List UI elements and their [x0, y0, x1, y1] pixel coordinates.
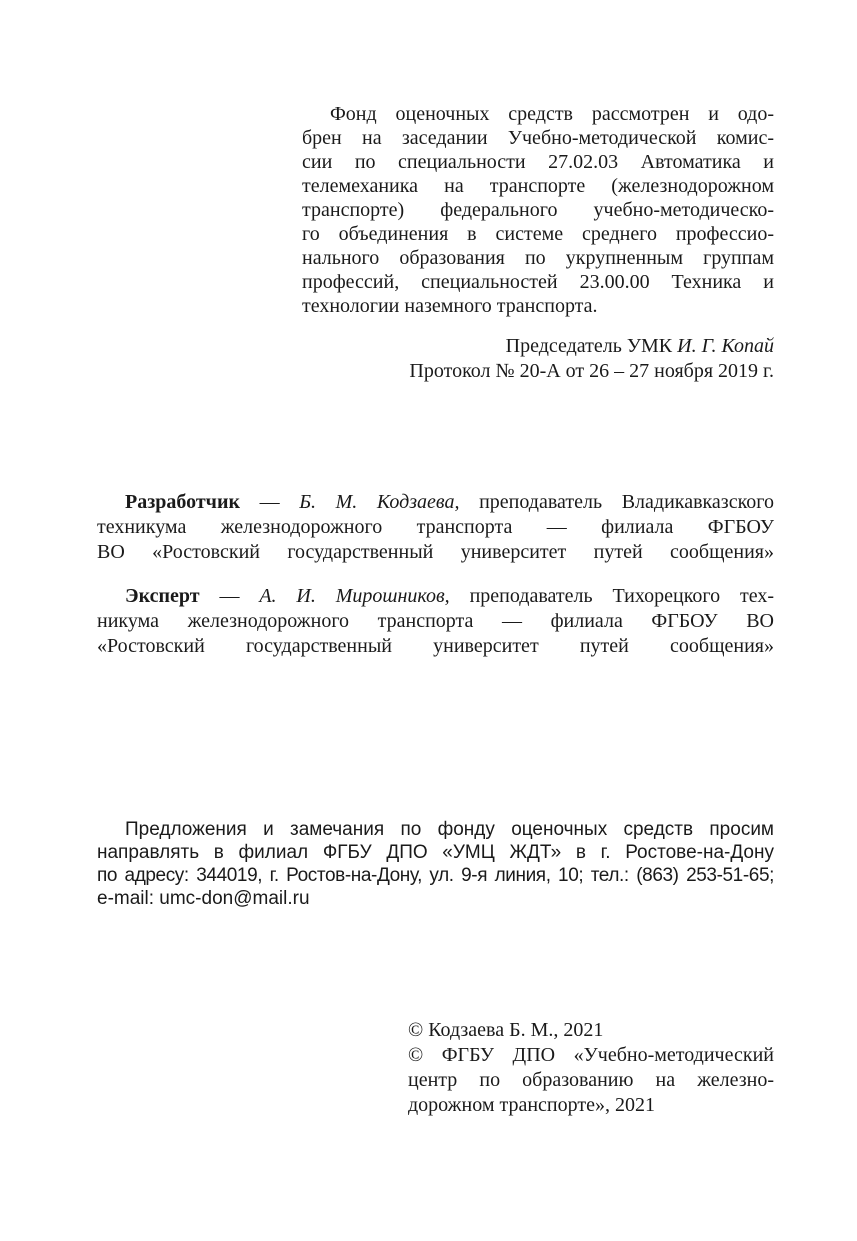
approval-line: телемеханика на транспорте (железнодорожном — [302, 175, 774, 197]
developer-line — [97, 490, 774, 514]
suggestions-line: Предложения и замечания по фонду оценочных средств просим — [125, 819, 774, 840]
protocol-line: Протокол № 20-А от 26 – 27 ноября 2019 г. — [409, 360, 774, 382]
chairman-name: И. Г. Копай — [677, 335, 774, 357]
approval-line: транспорте) федерального учебно-методическо- — [302, 199, 774, 221]
suggestions-line: по адресу: 344019, г. Ростов-на-Дону, ул. 9-я линия, 10; тел.: (863) 253-51-65; — [97, 865, 774, 886]
approval-line: сии по специальности 27.02.03 Автоматика и — [302, 151, 774, 173]
approval-line: нального образования по укрупненным группам — [302, 247, 774, 269]
expert-label: Эксперт — [125, 585, 200, 607]
expert-line: никума железнодорожного транспорта — филиала ФГБОУ ВО — [97, 610, 774, 632]
developer-label: Разработчик — [125, 491, 240, 513]
copyright-line: центр по образованию на железно- — [408, 1069, 774, 1091]
approval-line: технологии наземного транспорта. — [302, 295, 598, 317]
developer-line: техникума железнодорожного транспорта — филиала ФГБОУ — [97, 516, 774, 538]
expert-line: «Ростовский государственный университет путей сообщения» — [97, 635, 774, 657]
approval-line: брен на заседании Учебно-методической комис- — [302, 127, 774, 149]
suggestions-email: e-mail: umc-don@mail.ru — [97, 888, 310, 909]
dash: — — [240, 491, 300, 513]
developer-line: ВО «Ростовский государственный университет путей сообщения» — [97, 541, 774, 563]
approval-line: профессий, специальностей 23.00.00 Техника и — [302, 271, 774, 293]
developer-position: преподаватель Владикавказского — [459, 491, 774, 513]
expert-name: А. И. Мирошников, — [259, 585, 450, 607]
copyright-line: дорожном транспорте», 2021 — [408, 1094, 655, 1116]
copyright-line: © Кодзаева Б. М., 2021 — [408, 1019, 604, 1041]
suggestions-line: направлять в филиал ФГБУ ДПО «УМЦ ЖДТ» в г. Ростове-на-Дону — [97, 842, 774, 863]
copyright-line: © ФГБУ ДПО «Учебно-методический — [408, 1044, 774, 1066]
chairman-prefix: Председатель УМК — [505, 335, 678, 357]
chairman-line — [302, 334, 774, 358]
developer-name: Б. М. Кодзаева, — [299, 491, 460, 513]
expert-position: преподаватель Тихорецкого тех- — [449, 585, 774, 607]
expert-line — [97, 584, 774, 608]
approval-line: го объединения в системе среднего профессио- — [302, 223, 774, 245]
dash: — — [199, 585, 260, 607]
approval-line: Фонд оценочных средств рассмотрен и одо- — [330, 103, 774, 125]
